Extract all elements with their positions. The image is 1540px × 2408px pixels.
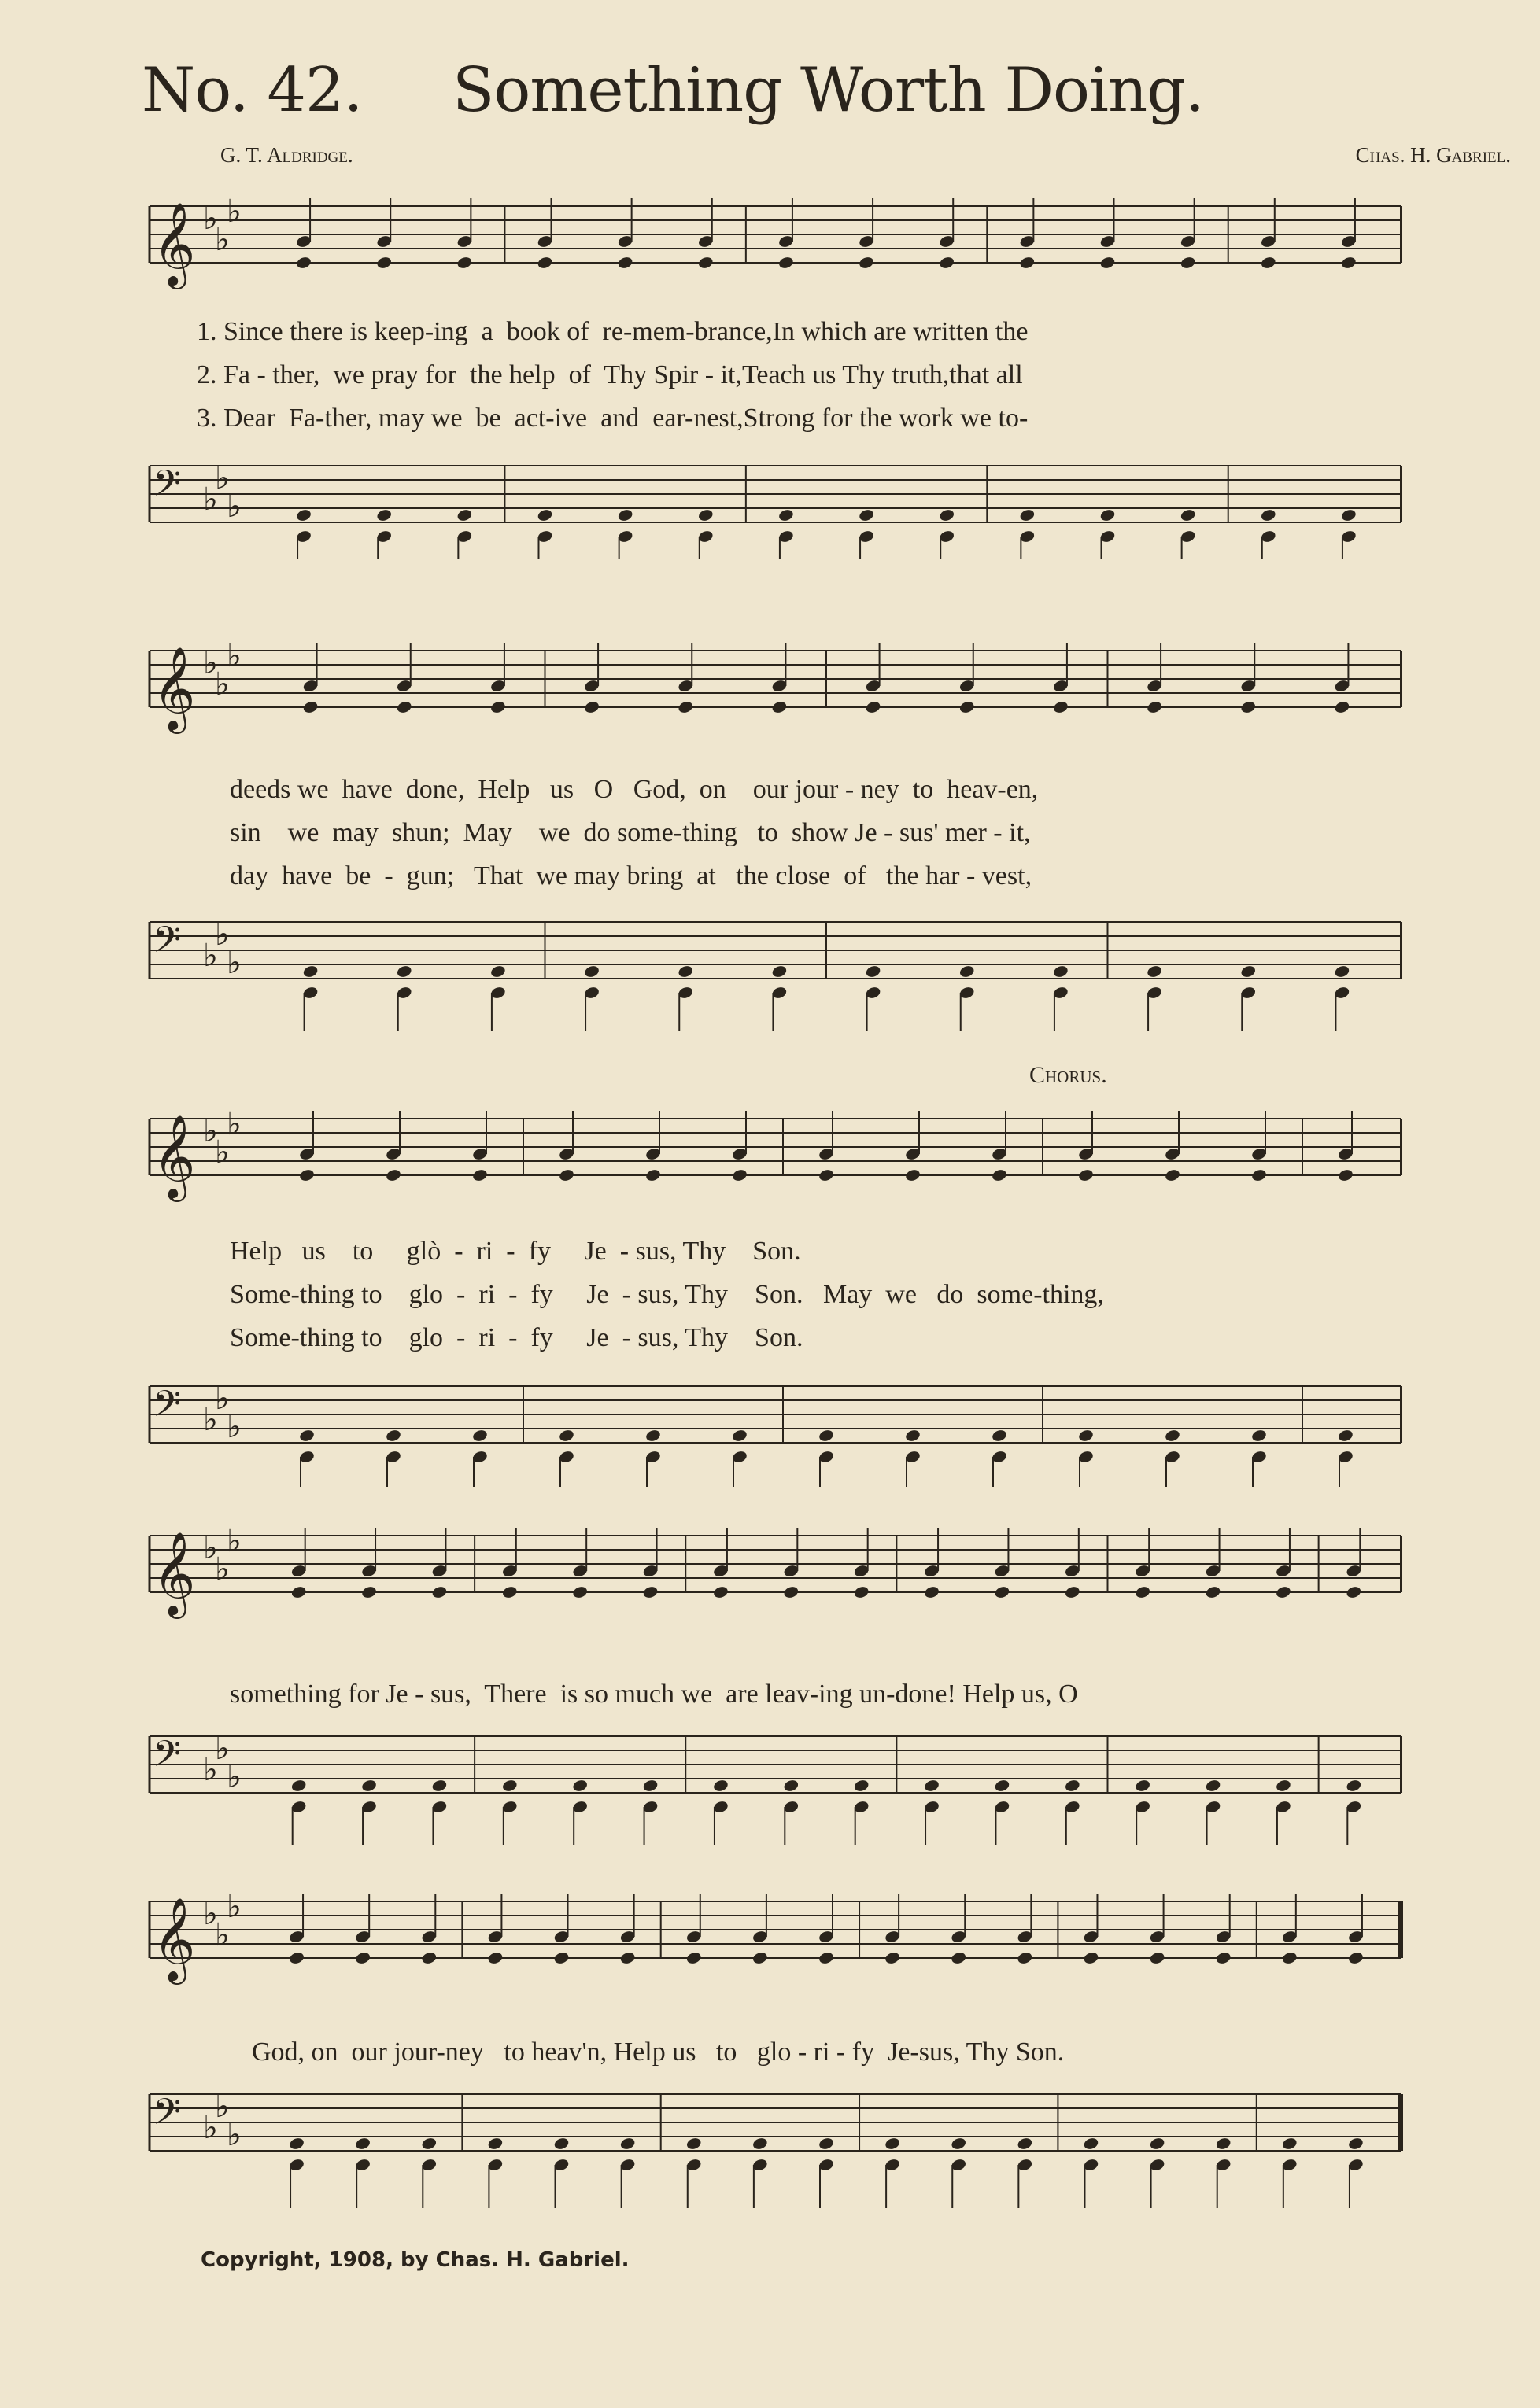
note-head <box>1347 1951 1364 1965</box>
note-head <box>1215 1951 1232 1965</box>
flat-icon: ♭ <box>203 481 218 518</box>
note-head <box>783 1585 800 1599</box>
flat-icon: ♭ <box>227 1758 242 1795</box>
flat-icon: ♭ <box>203 937 218 974</box>
note-head <box>572 1585 589 1599</box>
flat-icon: ♭ <box>227 2116 242 2153</box>
hymn-header <box>142 55 1511 167</box>
bass-clef-icon: 𝄢 <box>153 1382 182 1434</box>
note-head <box>360 1585 377 1599</box>
note-head <box>553 2137 570 2151</box>
note-head <box>537 256 553 270</box>
treble-staff <box>126 1518 1413 1644</box>
note-head <box>1337 1429 1354 1443</box>
note-head <box>1250 1168 1267 1182</box>
note-head <box>290 1779 307 1793</box>
note-head <box>777 508 794 522</box>
note-head <box>771 964 788 979</box>
note-head <box>1077 1168 1094 1182</box>
flat-icon: ♭ <box>203 1895 218 1932</box>
note-head <box>1215 2137 1232 2151</box>
treble-clef-icon: 𝄞 <box>153 1897 196 1982</box>
note-head <box>537 508 553 522</box>
bass-clef-icon: 𝄢 <box>153 2090 182 2142</box>
music-system-2 <box>126 633 1413 1050</box>
flat-icon: ♭ <box>215 666 230 702</box>
note-head <box>456 508 473 522</box>
note-head <box>1205 1779 1221 1793</box>
note-head <box>1346 1779 1362 1793</box>
bass-staff <box>126 1369 1413 1487</box>
bass-staff <box>126 448 1413 559</box>
lyricist-credit: G. T. Aldridge. <box>220 143 353 167</box>
flat-icon: ♭ <box>203 1751 218 1788</box>
note-head <box>431 1585 448 1599</box>
lyric-line: something for Je - sus, There is so much we are leav-ing un-done! Help us, O <box>230 1680 1078 1709</box>
note-head <box>558 1429 574 1443</box>
note-head <box>489 700 506 714</box>
note-head <box>1135 1779 1151 1793</box>
note-head <box>489 964 506 979</box>
flat-icon: ♭ <box>215 916 230 953</box>
treble-clef-icon: 𝄞 <box>153 201 196 286</box>
flat-icon: ♭ <box>227 1105 242 1142</box>
note-head <box>288 2137 305 2151</box>
note-head <box>991 1168 1007 1182</box>
treble-clef-icon: 𝄞 <box>153 1531 196 1616</box>
note-head <box>471 1168 488 1182</box>
note-head <box>302 700 319 714</box>
music-system-5 <box>126 1884 1413 2238</box>
note-head <box>1052 700 1069 714</box>
flat-icon: ♭ <box>215 1134 230 1171</box>
composer-credit: Chas. H. Gabriel. <box>1355 143 1511 167</box>
note-head <box>923 1779 940 1793</box>
lyric-verse-2: sin we may shun; May we do some-thing to show Je - sus' mer - it, <box>230 818 1031 847</box>
note-head <box>1281 1951 1298 1965</box>
bass-clef-icon: 𝄢 <box>153 1732 182 1784</box>
note-head <box>1347 2137 1364 2151</box>
flat-icon: ♭ <box>215 1551 230 1588</box>
note-head <box>818 1168 834 1182</box>
note-head <box>1334 964 1350 979</box>
flat-icon: ♭ <box>215 1380 230 1417</box>
note-head <box>951 1951 967 1965</box>
flat-icon: ♭ <box>203 1112 218 1149</box>
note-head <box>678 964 694 979</box>
note-head <box>939 256 955 270</box>
note-head <box>939 508 955 522</box>
flat-icon: ♭ <box>215 2088 230 2125</box>
treble-staff <box>126 189 1413 299</box>
music-system-3 <box>126 1062 1413 1503</box>
note-head <box>958 964 975 979</box>
note-head <box>501 1779 518 1793</box>
note-head <box>1180 508 1196 522</box>
note-head <box>1083 2137 1099 2151</box>
note-head <box>1340 508 1357 522</box>
note-head <box>456 256 473 270</box>
note-head <box>290 1585 307 1599</box>
note-head <box>1135 1585 1151 1599</box>
treble-staff <box>126 1884 1413 2018</box>
note-head <box>865 964 881 979</box>
note-head <box>818 1429 834 1443</box>
note-head <box>697 508 714 522</box>
note-head <box>619 1951 636 1965</box>
note-head <box>396 964 412 979</box>
music-system-1 <box>126 189 1413 559</box>
note-head <box>1149 2137 1165 2151</box>
note-head <box>617 256 633 270</box>
flat-icon: ♭ <box>203 2109 218 2146</box>
bass-staff <box>126 905 1413 1031</box>
note-head <box>617 508 633 522</box>
note-head <box>572 1779 589 1793</box>
flat-icon: ♭ <box>227 944 242 981</box>
flat-icon: ♭ <box>203 1529 218 1566</box>
note-head <box>644 1168 661 1182</box>
note-head <box>712 1779 729 1793</box>
note-head <box>354 2137 371 2151</box>
note-head <box>385 1168 401 1182</box>
note-head <box>298 1429 315 1443</box>
flat-icon: ♭ <box>203 200 218 237</box>
note-head <box>731 1429 748 1443</box>
note-head <box>994 1585 1010 1599</box>
lyric-verse-3: Some-thing to glo - ri - fy Je - sus, Thy Son. <box>230 1323 803 1352</box>
note-head <box>1250 1429 1267 1443</box>
note-head <box>858 508 874 522</box>
note-head <box>298 1168 315 1182</box>
note-head <box>1340 256 1357 270</box>
bass-clef-icon: 𝄢 <box>153 462 182 514</box>
note-head <box>471 1429 488 1443</box>
credits-line <box>220 143 1511 175</box>
note-head <box>642 1779 659 1793</box>
note-head <box>1275 1585 1291 1599</box>
note-head <box>487 1951 504 1965</box>
flat-icon: ♭ <box>215 1730 230 1767</box>
note-head <box>376 508 393 522</box>
note-head <box>619 2137 636 2151</box>
lyric-verse-3: day have be - gun; That we may bring at the close of the har - vest, <box>230 861 1032 891</box>
note-head <box>553 1951 570 1965</box>
treble-staff <box>126 633 1413 759</box>
note-head <box>958 700 975 714</box>
note-head <box>1083 1951 1099 1965</box>
note-head <box>685 1951 702 1965</box>
note-head <box>697 256 714 270</box>
flat-icon: ♭ <box>227 488 242 525</box>
note-head <box>1164 1168 1180 1182</box>
note-head <box>421 2137 438 2151</box>
flat-icon: ♭ <box>227 1522 242 1559</box>
note-head <box>1346 1585 1362 1599</box>
note-head <box>904 1429 921 1443</box>
lyric-verse-1: Help us to glò - ri - fy Je - sus, Thy Son. <box>230 1237 801 1266</box>
note-head <box>865 700 881 714</box>
hymn-title: Something Worth Doing. <box>452 55 1204 126</box>
note-head <box>1149 1951 1165 1965</box>
note-head <box>1180 256 1196 270</box>
note-head <box>583 700 600 714</box>
lyric-line: God, on our jour-ney to heav'n, Help us to glo - ri - fy Je-sus, Thy Son. <box>252 2037 1065 2067</box>
flat-icon: ♭ <box>215 221 230 258</box>
note-head <box>288 1951 305 1965</box>
note-head <box>1275 1779 1291 1793</box>
note-head <box>818 2137 834 2151</box>
flat-icon: ♭ <box>227 637 242 674</box>
note-head <box>302 964 319 979</box>
music-system-4 <box>126 1518 1413 1849</box>
note-head <box>642 1585 659 1599</box>
note-head <box>818 1951 834 1965</box>
note-head <box>354 1951 371 1965</box>
chorus-label: Chorus. <box>1029 1062 1107 1088</box>
note-head <box>783 1779 800 1793</box>
note-head <box>583 964 600 979</box>
note-head <box>853 1779 870 1793</box>
note-head <box>752 2137 768 2151</box>
note-head <box>487 2137 504 2151</box>
note-head <box>752 1951 768 1965</box>
note-head <box>396 700 412 714</box>
note-head <box>1240 700 1257 714</box>
lyric-verse-2: 2. Fa - ther, we pray for the help of Thy Spir - it,Teach us Thy truth,that all <box>197 360 1023 389</box>
note-head <box>678 700 694 714</box>
note-head <box>712 1585 729 1599</box>
note-head <box>376 256 393 270</box>
treble-clef-icon: 𝄞 <box>153 646 196 731</box>
note-head <box>1146 700 1162 714</box>
copyright-notice: Copyright, 1908, by Chas. H. Gabriel. <box>201 2248 630 2272</box>
lyric-verse-2: Some-thing to glo - ri - fy Je - sus, Thy Son. May we do some-thing, <box>230 1280 1104 1309</box>
flat-icon: ♭ <box>227 1888 242 1925</box>
treble-clef-icon: 𝄞 <box>153 1114 196 1199</box>
note-head <box>1240 964 1257 979</box>
note-head <box>1052 964 1069 979</box>
note-head <box>1334 700 1350 714</box>
note-head <box>904 1168 921 1182</box>
note-head <box>884 1951 900 1965</box>
note-head <box>853 1585 870 1599</box>
lyric-verse-1: deeds we have done, Help us O God, on our jour - ney to heav-en, <box>230 775 1039 804</box>
lyric-verse-3: 3. Dear Fa-ther, may we be act-ive and ear-nest,Strong for the work we to- <box>197 404 1029 433</box>
note-head <box>991 1429 1007 1443</box>
note-head <box>1019 256 1036 270</box>
note-head <box>558 1168 574 1182</box>
note-head <box>1019 508 1036 522</box>
note-head <box>731 1168 748 1182</box>
note-head <box>1064 1779 1080 1793</box>
flat-icon: ♭ <box>203 644 218 681</box>
note-head <box>295 508 312 522</box>
note-head <box>385 1429 401 1443</box>
note-head <box>1017 2137 1033 2151</box>
note-head <box>1099 508 1116 522</box>
note-head <box>1017 1951 1033 1965</box>
note-head <box>1099 256 1116 270</box>
note-head <box>360 1779 377 1793</box>
flat-icon: ♭ <box>215 459 230 496</box>
note-head <box>777 256 794 270</box>
hymn-number: No. 42. <box>142 55 363 126</box>
note-head <box>431 1779 448 1793</box>
bass-clef-icon: 𝄢 <box>153 918 182 970</box>
note-head <box>1164 1429 1180 1443</box>
lyric-verse-1: 1. Since there is keep-ing a book of re-mem-brance,In which are written the <box>197 317 1029 346</box>
treble-staff <box>126 1101 1413 1219</box>
note-head <box>923 1585 940 1599</box>
note-head <box>1205 1585 1221 1599</box>
flat-icon: ♭ <box>227 1408 242 1445</box>
note-head <box>1337 1168 1354 1182</box>
note-head <box>1260 508 1276 522</box>
note-head <box>421 1951 438 1965</box>
note-head <box>501 1585 518 1599</box>
note-head <box>1064 1585 1080 1599</box>
note-head <box>1281 2137 1298 2151</box>
note-head <box>951 2137 967 2151</box>
bass-staff <box>126 1719 1413 1845</box>
note-head <box>1260 256 1276 270</box>
note-head <box>1146 964 1162 979</box>
note-head <box>644 1429 661 1443</box>
flat-icon: ♭ <box>215 1916 230 1953</box>
flat-icon: ♭ <box>227 193 242 230</box>
note-head <box>685 2137 702 2151</box>
note-head <box>771 700 788 714</box>
note-head <box>884 2137 900 2151</box>
note-head <box>1077 1429 1094 1443</box>
flat-icon: ♭ <box>203 1401 218 1438</box>
note-head <box>858 256 874 270</box>
note-head <box>994 1779 1010 1793</box>
note-head <box>295 256 312 270</box>
bass-staff <box>126 2077 1413 2211</box>
